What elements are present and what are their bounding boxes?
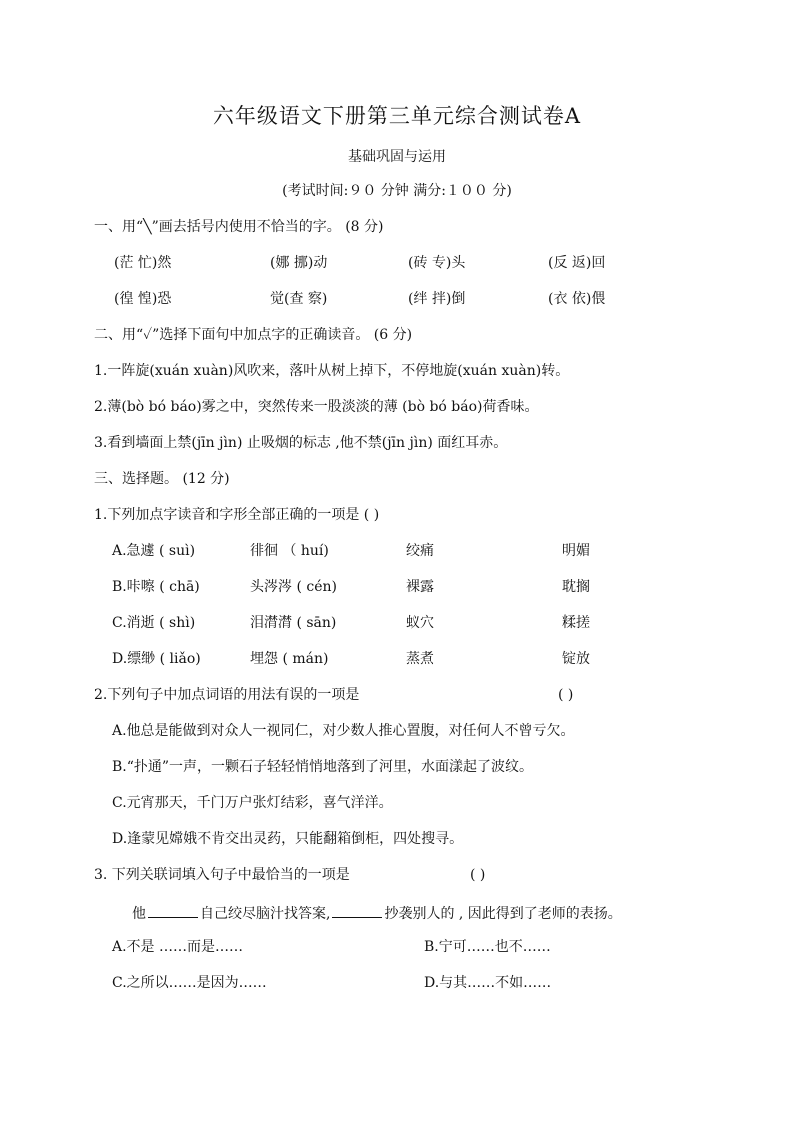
q2-option-b: B.“扑通”一声，一颗石子轻轻悄悄地落到了河里，水面漾起了波纹。	[112, 759, 534, 775]
page-subtitle: 基础巩固与运用	[348, 149, 446, 165]
q1-option-d-4: 锭放	[562, 651, 590, 667]
q3-sentence-part2: 自己绞尽脑汁找答案,	[200, 906, 331, 922]
q1-option-c-4: 糅搓	[562, 615, 590, 631]
s1-item: (衣 依)偎	[548, 291, 606, 307]
q3-option-b: B.宁可……也不……	[424, 939, 551, 955]
section1-heading: 一、用“╲”画去括号内使用不恰当的字。 (8 分)	[94, 219, 384, 235]
q3-option-c: C.之所以……是因为……	[112, 975, 267, 991]
q2-option-d: D.逢蒙见嫦娥不肯交出灵药，只能翻箱倒柜，四处搜寻。	[112, 831, 464, 847]
section2-heading: 二、用“✓”选择下面句中加点字的正确读音。 (6 分)	[94, 327, 413, 343]
q3-blank-1	[148, 903, 198, 918]
q3-stem: 3. 下列关联词填入句子中最恰当的一项是	[94, 867, 350, 883]
s2-item: 1.一阵旋(xuán xuàn)风吹来，落叶从树上掉下，不停地旋(xuán xuàn)转。	[94, 363, 570, 379]
q3-answer-paren: ( )	[470, 867, 486, 883]
exam-info: (考试时间:９０ 分钟 满分:１００ 分)	[282, 183, 512, 199]
q1-option-b-1: B.咔嚓 ( chā)	[112, 579, 200, 595]
q1-option-c-2: 泪潸潸 ( sān)	[250, 615, 337, 631]
q1-option-b-3: 裸露	[406, 579, 434, 595]
s2-item: 2.薄(bò bó báo)雾之中，突然传来一股淡淡的薄 (bò bó báo)荷香味。	[94, 399, 539, 415]
q2-option-a: A.他总是能做到对众人一视同仁，对少数人推心置腹，对任何人不曾亏欠。	[112, 723, 575, 739]
s1-item: (娜 挪)动	[270, 255, 328, 271]
q1-option-c-3: 蚁穴	[406, 615, 434, 631]
q2-answer-paren: ( )	[558, 687, 574, 703]
s1-item: (砖 专)头	[408, 255, 466, 271]
s1-item: 觉(查 察)	[270, 291, 328, 307]
s1-item: (茫 忙)然	[114, 255, 172, 271]
q3-sentence-part3: 抄袭别人的 , 因此得到了老师的表扬。	[384, 906, 622, 922]
q2-option-c: C.元宵那天，千门万户张灯结彩，喜气洋洋。	[112, 795, 393, 811]
page-title: 六年级语文下册第三单元综合测试卷A	[212, 104, 582, 128]
q1-option-d-2: 埋怨 ( mán)	[250, 651, 329, 667]
q1-option-a-1: A.急遽 ( suì)	[112, 543, 196, 559]
s1-item: (绊 拌)倒	[408, 291, 466, 307]
q1-option-a-4: 明媚	[562, 543, 590, 559]
q1-option-b-2: 头涔涔 ( cén)	[250, 579, 337, 595]
q1-option-d-3: 蒸煮	[406, 651, 434, 667]
q1-option-d-1: D.缥缈 ( liǎo)	[112, 651, 201, 667]
q1-stem: 1.下列加点字读音和字形全部正确的一项是 ( )	[94, 507, 380, 523]
s1-item: (徨 惶)恐	[114, 291, 172, 307]
q1-option-c-1: C.消逝 ( shì)	[112, 615, 196, 631]
s2-item: 3.看到墙面上禁(jīn jìn) 止吸烟的标志 ,他不禁(jīn jìn) 面红耳赤。	[94, 435, 508, 451]
q3-sentence-part1: 他	[132, 906, 146, 922]
s1-item: (反 返)回	[548, 255, 606, 271]
q3-option-a: A.不是 ……而是……	[112, 939, 244, 955]
q3-option-d: D.与其……不如……	[424, 975, 552, 991]
q3-sentence	[132, 903, 622, 924]
q1-option-b-4: 耽搁	[562, 579, 590, 595]
q3-blank-2	[332, 903, 382, 918]
q1-option-a-3: 绞痛	[406, 543, 434, 559]
section3-heading: 三、选择题。 (12 分)	[94, 471, 230, 487]
q1-option-a-2: 徘徊 （ huí)	[250, 543, 329, 559]
q2-stem: 2.下列句子中加点词语的用法有误的一项是	[94, 687, 360, 703]
